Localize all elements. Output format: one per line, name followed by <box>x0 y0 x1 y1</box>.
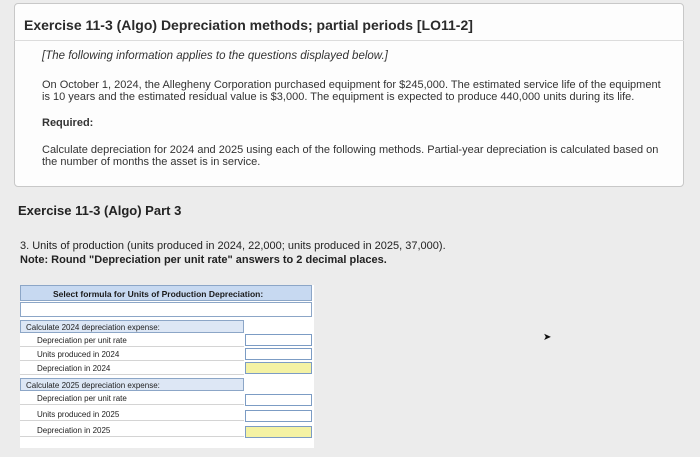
exercise-paragraph: On October 1, 2024, the Allegheny Corporation purchased equipment for $245,000. The estimated service life of the equipment is 10 years and the estimated residual value is $3,000. The equipment is expected to produce 440,000 units during its life. <box>42 79 661 103</box>
depreciation-2025-input[interactable] <box>245 426 312 438</box>
row-label-units-2025: Units produced in 2025 <box>20 408 244 421</box>
row-label-depreciation-2025: Depreciation in 2025 <box>20 424 244 437</box>
formula-select-input[interactable] <box>20 302 312 317</box>
table-header: Select formula for Units of Production Depreciation: <box>20 285 312 301</box>
rate-2025-input[interactable] <box>245 394 312 406</box>
row-label-depreciation-2024: Depreciation in 2024 <box>20 362 244 375</box>
rate-2024-input[interactable] <box>245 334 312 346</box>
rounding-note: Note: Round "Depreciation per unit rate" answers to 2 decimal places. <box>20 254 387 266</box>
units-of-production-table <box>20 285 314 448</box>
title-divider <box>14 40 684 41</box>
required-label: Required: <box>42 117 94 129</box>
units-2025-input[interactable] <box>245 410 312 422</box>
row-label-rate-2024: Depreciation per unit rate <box>20 334 244 347</box>
mouse-pointer-icon: ➤ <box>543 332 552 343</box>
depreciation-2024-input[interactable] <box>245 362 312 374</box>
section-2024-label: Calculate 2024 depreciation expense: <box>20 320 244 333</box>
row-label-rate-2025: Depreciation per unit rate <box>20 392 244 405</box>
section-2025-label: Calculate 2025 depreciation expense: <box>20 378 244 391</box>
part-title: Exercise 11-3 (Algo) Part 3 <box>18 203 182 218</box>
exercise-title: Exercise 11-3 (Algo) Depreciation methods; partial periods [LO11-2] <box>24 17 473 33</box>
units-2024-input[interactable] <box>245 348 312 360</box>
part-question: 3. Units of production (units produced in 2024, 22,000; units produced in 2025, 37,000). <box>20 240 446 252</box>
exercise-instructions: Calculate depreciation for 2024 and 2025 using each of the following methods. Partial-year depreciation is calculated based on the number of months the asset is in service. <box>42 144 659 168</box>
row-label-units-2024: Units produced in 2024 <box>20 348 244 361</box>
exercise-note: [The following information applies to the questions displayed below.] <box>42 50 388 62</box>
